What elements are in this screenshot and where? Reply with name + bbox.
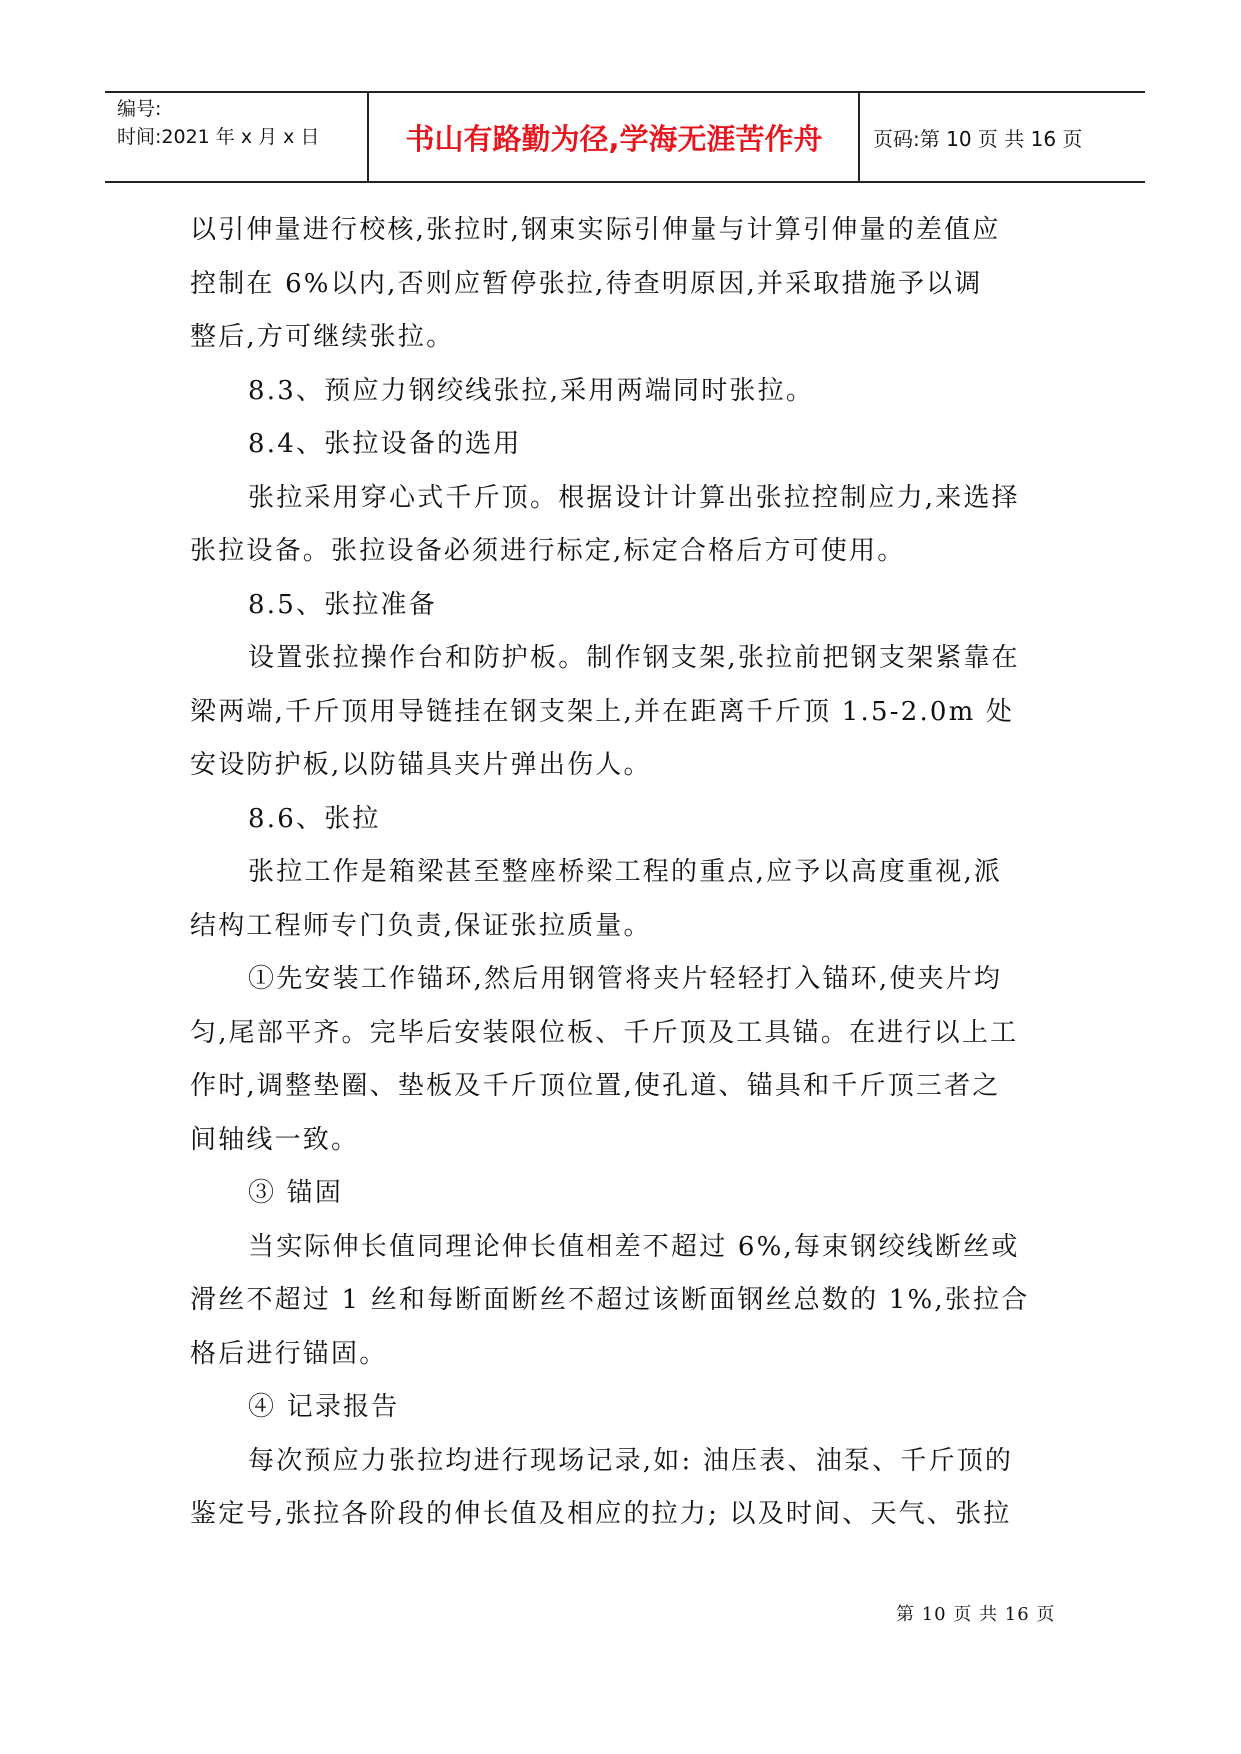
- body-line: 整后,方可继续张拉。: [190, 322, 455, 352]
- subheading-record-report: ④ 记录报告: [248, 1392, 400, 1422]
- header-time-label: 时间:2021 年 x 月 x 日: [117, 126, 320, 148]
- list-item-1: ①先安装工作锚环,然后用钢管将夹片轻轻打入锚环,使夹片均: [248, 964, 1003, 994]
- body-line: 张拉工作是箱梁甚至整座桥梁工程的重点,应予以高度重视,派: [248, 857, 1003, 887]
- body-line: 安设防护板,以防锚具夹片弹出伤人。: [190, 750, 652, 780]
- body-line: 格后进行锚固。: [190, 1338, 388, 1369]
- header-motto: 书山有路勤为径,学海无涯苦作舟: [405, 121, 823, 156]
- header-divider-left: [367, 91, 369, 183]
- body-line: 梁两端,千斤顶用导链挂在钢支架上,并在距离千斤顶 1.5-2.0m 处: [190, 696, 1015, 727]
- body-line: 结构工程师专门负责,保证张拉质量。: [190, 910, 652, 941]
- body-line: 作时,调整垫圈、垫板及千斤顶位置,使孔道、锚具和千斤顶三者之: [190, 1071, 1001, 1101]
- document-body: [190, 204, 1060, 1542]
- page-header: [105, 91, 1145, 183]
- section-heading-8-3: 8.3、预应力钢绞线张拉,采用两端同时张拉。: [248, 375, 815, 406]
- header-divider-right: [858, 91, 860, 183]
- body-line: 当实际伸长值同理论伸长值相差不超过 6%,每束钢绞线断丝或: [248, 1231, 1020, 1262]
- body-line: 鉴定号,张拉各阶段的伸长值及相应的拉力; 以及时间、天气、张拉: [190, 1499, 1012, 1529]
- header-page-code: 页码:第 10 页 共 16 页: [873, 126, 1083, 151]
- subheading-anchoring: ③ 锚固: [248, 1178, 344, 1208]
- body-line: 张拉采用穿心式千斤顶。根据设计计算出张拉控制应力,来选择: [248, 482, 1020, 513]
- body-line: 控制在 6%以内,否则应暂停张拉,待查明原因,并采取措施予以调: [190, 268, 983, 299]
- section-heading-8-5: 8.5、张拉准备: [248, 589, 437, 620]
- section-heading-8-6: 8.6、张拉: [248, 803, 381, 834]
- header-number-label: 编号:: [117, 98, 162, 120]
- body-line: 滑丝不超过 1 丝和每断面断丝不超过该断面钢丝总数的 1%,张拉合: [190, 1285, 1030, 1315]
- page-footer-number: 第 10 页 共 16 页: [896, 1604, 1056, 1625]
- body-line: 以引伸量进行校核,张拉时,钢束实际引伸量与计算引伸量的差值应: [190, 215, 1001, 245]
- body-line: 间轴线一致。: [190, 1124, 360, 1155]
- body-line: 每次预应力张拉均进行现场记录,如: 油压表、油泵、千斤顶的: [248, 1445, 1014, 1476]
- body-line: 匀,尾部平齐。完毕后安装限位板、千斤顶及工具锚。在进行以上工: [190, 1017, 1019, 1048]
- body-line: 设置张拉操作台和防护板。制作钢支架,张拉前把钢支架紧靠在: [248, 643, 1020, 673]
- header-meta: [117, 95, 365, 151]
- body-line: 张拉设备。张拉设备必须进行标定,标定合格后方可使用。: [190, 536, 906, 566]
- section-heading-8-4: 8.4、张拉设备的选用: [248, 429, 522, 459]
